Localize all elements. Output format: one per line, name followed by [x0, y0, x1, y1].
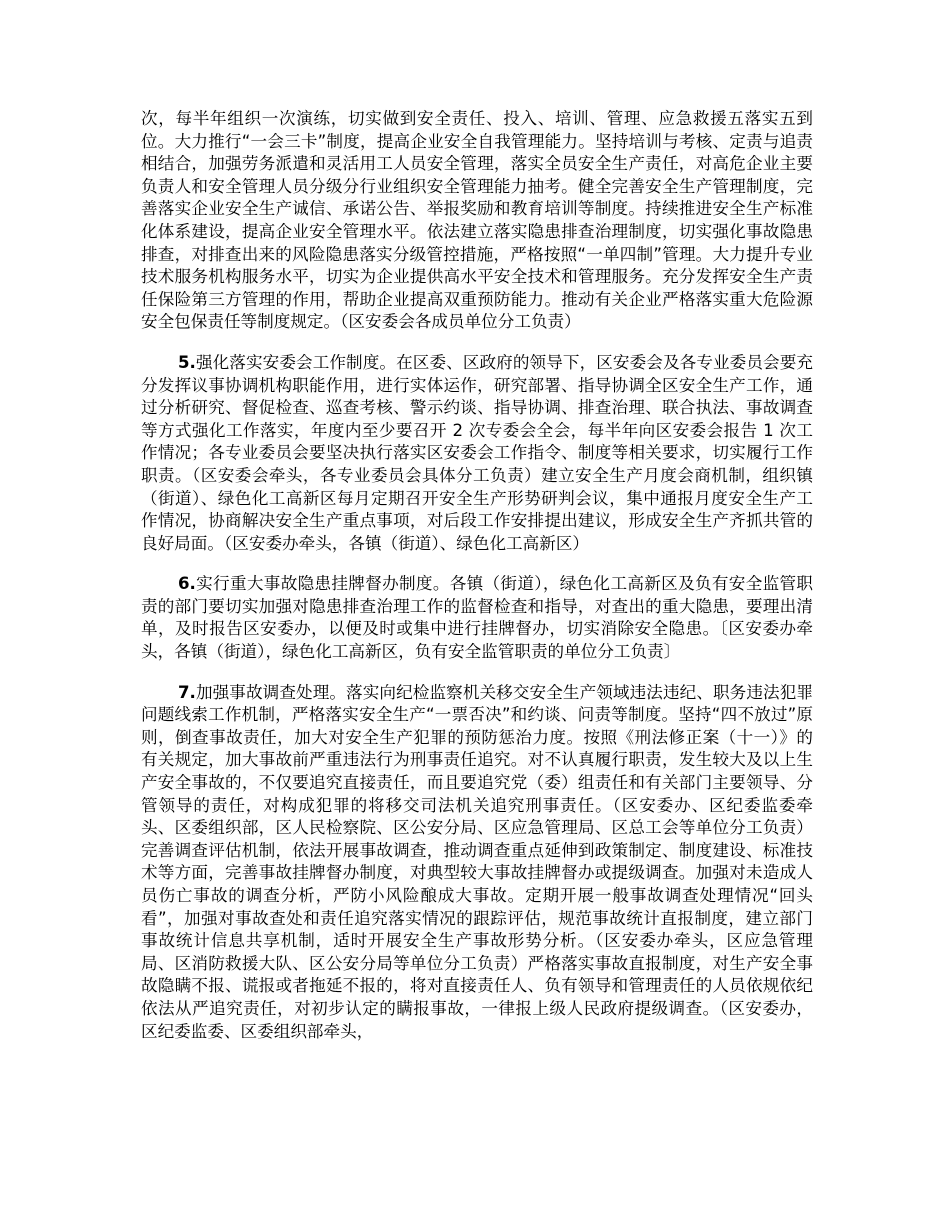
paragraph-item-6 [141, 573, 813, 663]
paragraph-spacer [141, 334, 813, 352]
item-7-text: 加强事故调查处理。落实向纪检监察机关移交安全生产领域违法违纪、职务违法犯罪问题线索工作机制，严格落实安全生产“一票否决”和约谈、问责等制度。坚持“四不放过”原则，倒查事故责任，加大对安全生产犯罪的预防惩治力度。按照《刑法修正案（十一）》的有关规定，加大事故前严重违法行为刑事责任追究。对不认真履行职责，发生较大及以上生产安全事故的，不仅要追究直接责任，而且要追究党（委）组责任和有关部门主要领导、分管领导的责任，对构成犯罪的将移交司法机关追究刑事责任。（区安委办、区纪委监委牵头、区委组织部，区人民检察院、区公安分局、区应急管理局、区总工会等单位分工负责）完善调查评估机制，依法开展事故调查，推动调查重点延伸到政策制定、制度建设、标准技术等方面，完善事故挂牌督办制度，对典型较大事故挂牌督办或提级调查。加强对未造成人员伤亡事故的调查分析，严防小风险酿成大事故。定期开展一般事故调查处理情况“回头看”，加强对事故查处和责任追究落实情况的跟踪评估，规范事故统计直报制度，建立部门事故统计信息共享机制，适时开展安全生产事故形势分析。（区安委办牵头，区应急管理局、区消防救援大队、区公安分局等单位分工负责）严格落实事故直报制度，对生产安全事故隐瞒不报、谎报或者拖延不报的，将对直接责任人、负有领导和管理责任的人员依规依纪依法从严追究责任，对初步认定的瞒报事故，一律报上级人民政府提级调查。（区安委办，区纪委监委、区委组织部牵头， [141, 682, 813, 1041]
item-5-text: 强化落实安委会工作制度。在区委、区政府的领导下，区安委会及各专业委员会要充分发挥议事协调机构职能作用，进行实体运作，研究部署、指导协调全区安全生产工作，通过分析研究、督促检查、巡查考核、警示约谈、指导协调、排查治理、联合执法、事故调查等方式强化工作落实，年度内至少要召开 2 次专委会全会，每半年向区安委会报告 1 次工作情况；各专业委员会要坚决执行落实区安委会工作指令、制度等相关要求，切实履行工作职责。（区安委会牵头，各专业委员会具体分工负责）建立安全生产月度会商机制，组织镇（街道）、绿色化工高新区每月定期召开安全生产形势研判会议，集中通报月度安全生产工作情况，协商解决安全生产重点事项，对后段工作安排提出建议，形成安全生产齐抓共管的良好局面。（区安委办牵头，各镇（街道）、绿色化工高新区） [141, 352, 813, 553]
paragraph-spacer [141, 664, 813, 682]
paragraph-continued: 次，每半年组织一次演练，切实做到安全责任、投入、培训、管理、应急救援五落实五到位。大力推行“一会三卡”制度，提高企业安全自我管理能力。坚持培训与考核、定责与追责相结合，加强劳务派遣和灵活用工人员安全管理，落实全员安全生产责任，对高危企业主要负责人和安全管理人员分级分行业组织安全管理能力抽考。健全完善安全生产管理制度，完善落实企业安全生产诚信、承诺公告、举报奖励和教育培训等制度。持续推进安全生产标准化体系建设，提高企业安全管理水平。依法建立落实隐患排查治理制度，切实强化事故隐患排查，对排查出来的风险隐患落实分级管控措施，严格按照“一单四制”管理。大力提升专业技术服务机构服务水平，切实为企业提供高水平安全技术和管理服务。充分发挥安全生产责任保险第三方管理的作用，帮助企业提高双重预防能力。推动有关企业严格落实重大危险源安全包保责任等制度规定。（区安委会各成员单位分工负责） [141, 109, 813, 332]
item-5-number: 5. [178, 352, 196, 372]
item-7-number: 7. [178, 682, 196, 702]
item-6-text: 实行重大事故隐患挂牌督办制度。各镇（街道），绿色化工高新区及负有安全监管职责的部门要切实加强对隐患排查治理工作的监督检查和指导，对查出的重大隐患，要理出清单，及时报告区安委办，以便及时或集中进行挂牌督办，切实消除安全隐患。〔区安委办牵头，各镇（街道），绿色化工高新区，负有安全监管职责的单位分工负责〕 [141, 574, 813, 662]
item-6-number: 6. [178, 574, 196, 594]
paragraph-item-7 [141, 682, 813, 1044]
paragraph-item-5 [141, 352, 813, 555]
document-page [141, 108, 813, 1043]
paragraph-spacer [141, 555, 813, 573]
